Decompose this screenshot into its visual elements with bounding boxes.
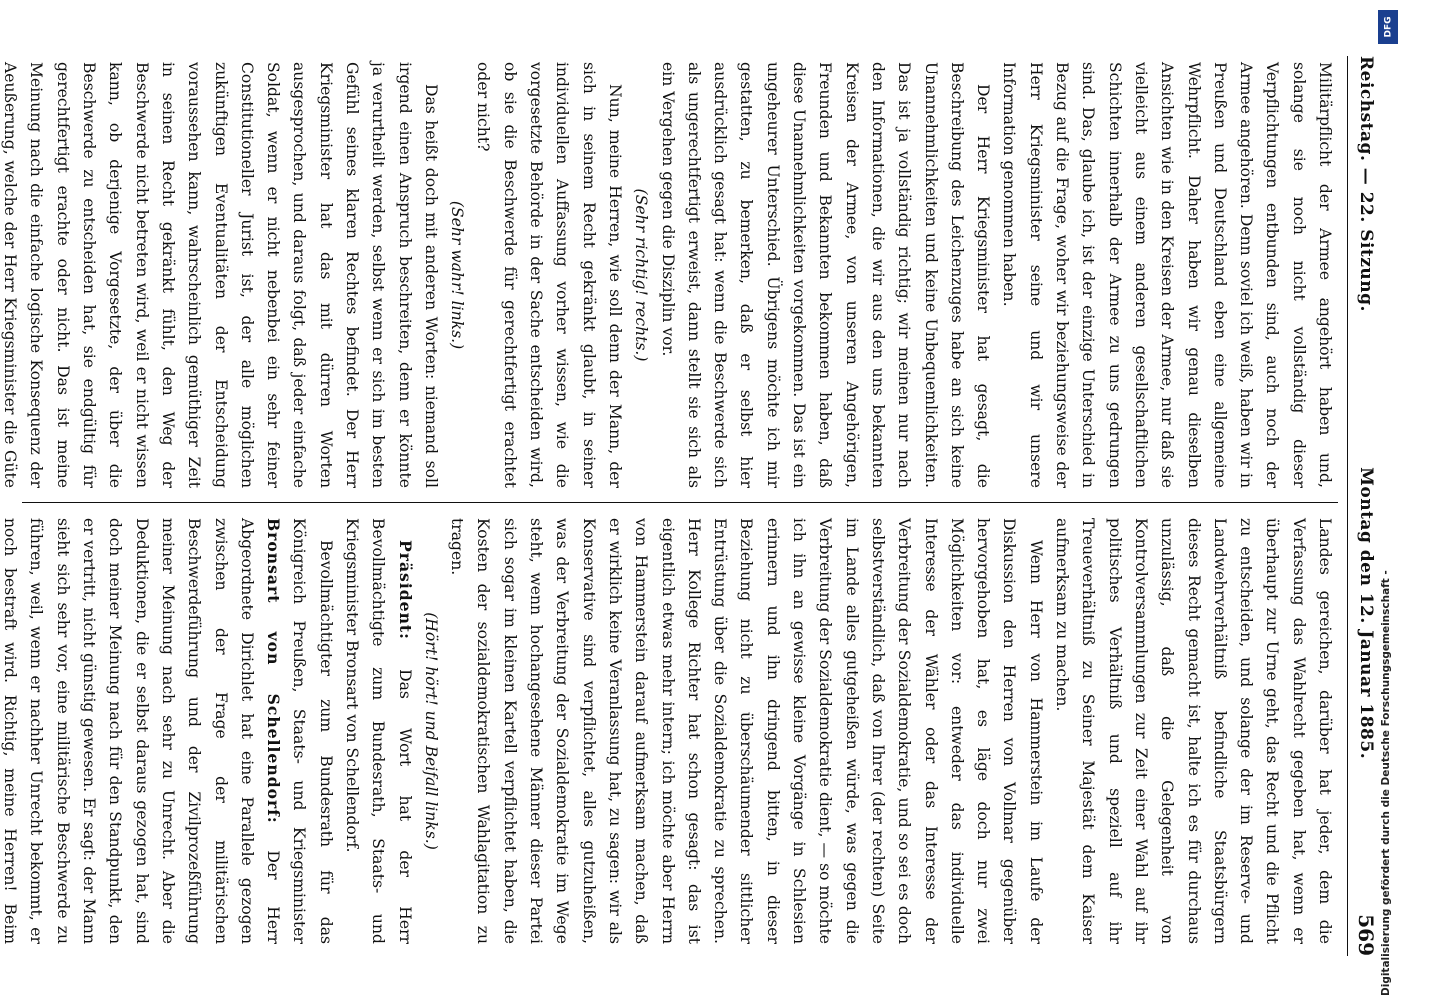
- page-number: 569: [1354, 914, 1378, 956]
- speaker-paragraph: [0, 518, 339, 944]
- speech-text: Der Herr Abgeordnete Dirichlet hat eine Parallele gezogen zwischen der Frage der militärischen Beschwerdeführung und der Zivilprozeßführung meiner Meinung nach sehr zu Unrecht. Aber die Deduktionen, die er selbst daraus gezogen hat, sind doch meiner Meinung nach für den Standpunkt, den er vertritt, nicht günstig gewesen. Er sagt: der Mann sieht sich sehr vor, eine militärische Beschwerde zu führen, weil, wenn er nachher Unrecht bekommt, er noch bestraft wird. Richtig, meine Herren! Beim: [1, 518, 283, 944]
- speaker-title: Bevollmächtigter zum Bundesrath für das Königreich Preußen, Staats- und Kriegsminister: [290, 518, 335, 944]
- paragraph: Militärpflicht der Armee angehört haben und, solange sie noch nicht vollständig dieser Verpflichtungen entbunden sind, auch noch der Armee angehören. Denn soviel ich weiß, haben wir in Preußen und Deutschland eben eine allgemeine Wehrpflicht. Daher haben wir genau dieselben Ansichten wie in den Kreisen der Armee, nur daß sie vielleicht aus einem anderen gesellschaftlichen Schichten innerhalb der Armee zu uns gedrungen sind. Das, glaube ich, ist der einzige Unterschied in Bezug auf die Frage, woher wir beziehungsweise der Herr Kriegsminister seine und wir unsere Information genommen haben.: [1000, 62, 1334, 488]
- speaker-paragraph: [339, 518, 418, 944]
- paragraph: Das heißt doch mit anderen Worten: niemand soll irgend einen Anspruch beschreiten, denn er könnte ja verurtheilt werden, selbst wenn er sich im besten Gefühl seines klaren Rechtes befindet. Der Herr Kriegsminister hat das mit dürren Worten ausgesprochen, und daraus folgt, daß jeder einfache Soldat, wenn er nicht nebenbei ein sehr feiner Constitutioneller Jurist ist, der alle möglichen zukünftigen Eventualitäten der Entscheidung voraussehen kann, wahrscheinlich gemüthiger Zeit in seinen Recht gekränkt fühlt, den Weg der Beschwerde nicht betreten wird, weil er nicht wissen kann, ob derjenige Vorgesetzte, der über die Beschwerde zu entscheiden hat, sie endgültig für gerechtfertigt erachte oder nicht. Das ist meine Meinung nach die einfache logische Konsequenz der Aeußerung, welche der Herr Kriegsminister die Güte: [1, 62, 440, 488]
- header-session: Reichstag. — 22. Sitzung.: [1356, 56, 1376, 312]
- right-column: [1, 518, 1338, 944]
- speaker-name: Präsident:: [395, 540, 415, 640]
- interjection: (Sehr richtig! rechts.): [632, 188, 651, 362]
- speech-text: Das Wort hat der Herr Bevollmächtigte zum Bundesrath, Staats- und Kriegsminister Bronsart von Schellendorf.: [343, 518, 414, 944]
- paragraph: Nun, meine Herren, wie soll denn der Mann, der sich in seinem Recht gekränkt glaubt, in seiner individuellen Auffassung vorher wissen, wie die vorgesetzte Behörde in der Sache entscheiden wird, ob sie die Beschwerde für gerechtfertigt erachtet oder nicht?: [474, 62, 624, 488]
- header-date: Montag den 12. Januar 1885.: [1356, 467, 1376, 760]
- column-divider: [22, 502, 1338, 503]
- stamp-text: Digitalisierung gefördert durch die Deutsche Forschungsgemeinschaft -: [1380, 570, 1392, 996]
- interjection: (Sehr wahr! links.): [448, 200, 467, 350]
- paragraph: Der Herr Kriegsminister hat gesagt, die Beschreibung des Leichenzuges habe an sich keine Unannehmlichkeiten und keine Unbequemlichkeiten. Das ist ja vollständig richtig; wir meinen nur nach den Informationen, die wir aus den uns bekannten Kreisen der Armee, von unseren Angehörigen, Freunden und Bekannten bekommen haben, daß diese Unannehmlichkeiten vorgekommen. Das ist ein ungeheurer Unterschied. Übrigens möchte ich mir gestatten, zu bemerken, daß er selbst hier ausdrücklich gesagt hat: wenn die Beschwerde sich als ungerechtfertigt erweist, dann stellt sie sich als ein Vergehen gegen die Disziplin vor.: [658, 62, 993, 488]
- speaker-name: Bronsart von Schellendorf:: [264, 518, 284, 824]
- digitization-stamp: [1372, 6, 1404, 996]
- interjection: (Hört! hört! und Beifall links.): [421, 612, 440, 850]
- paragraph: Landes gereichen, darüber hat jeder, dem die Verfassung das Wahlrecht gegeben hat, wenn er überhaupt zur Urne geht, das Recht und die Pflicht zu entscheiden, und solange der im Reserve- und Landwehrverhältniß befindliche Staatsbürgern dieses Recht gemacht ist, halte ich es für durchaus unzulässig, daß die Gelegenheit von Kontrolversammlungen zur Zeit einer Wahl auf ihr politisches Verhältniß und speziell auf ihr Treueverhältniß zu Seiner Majestät dem Kaiser aufmerksam zu machen.: [1053, 518, 1334, 944]
- left-column: [1, 62, 1338, 488]
- header-rule: [1347, 56, 1348, 956]
- dfg-logo-text: DFG: [1383, 16, 1394, 38]
- paragraph: Wenn Herr von Hammerstein im Laufe der Diskussion den Herren von Vollmar gegenüber hervorgehoben hat, es läge doch nur zwei Möglichkeiten vor: entweder das individuelle Interesse der Wähler oder das Interesse der Verbreitung der Sozialdemokratie, und so sei es doch selbstverständlich, daß von Ihrer (der rechten) Seite im Lande alles gutgeheißen würde, was gegen die Verbreitung der Sozialdemokratie dient, — so möchte ich ihn an gewisse kleine Vorgänge in Schlesien erinnern und ihn dringend bitten, in dieser Beziehung nicht zu überschäumender sittlicher Entrüstung über die Sozialdemokratie zu sprechen. Herr Kollege Richter hat schon gesagt: das ist eigentlich etwas mehr intern; ich möchte aber Herrn von Hammerstein darauf aufmerksam machen, daß er wirklich keine Veranlassung hat, zu sagen: wir als Konservative sind verpflichtet, alles gutzuheißen, was der Verbreitung der Sozialdemokratie im Wege steht, wenn hochangesehene Männer dieser Partei sich sogar im kleinen Kartell verpflichtet haben, die Kosten der sozialdemokratischen Wahlagitation zu tragen.: [448, 518, 1045, 944]
